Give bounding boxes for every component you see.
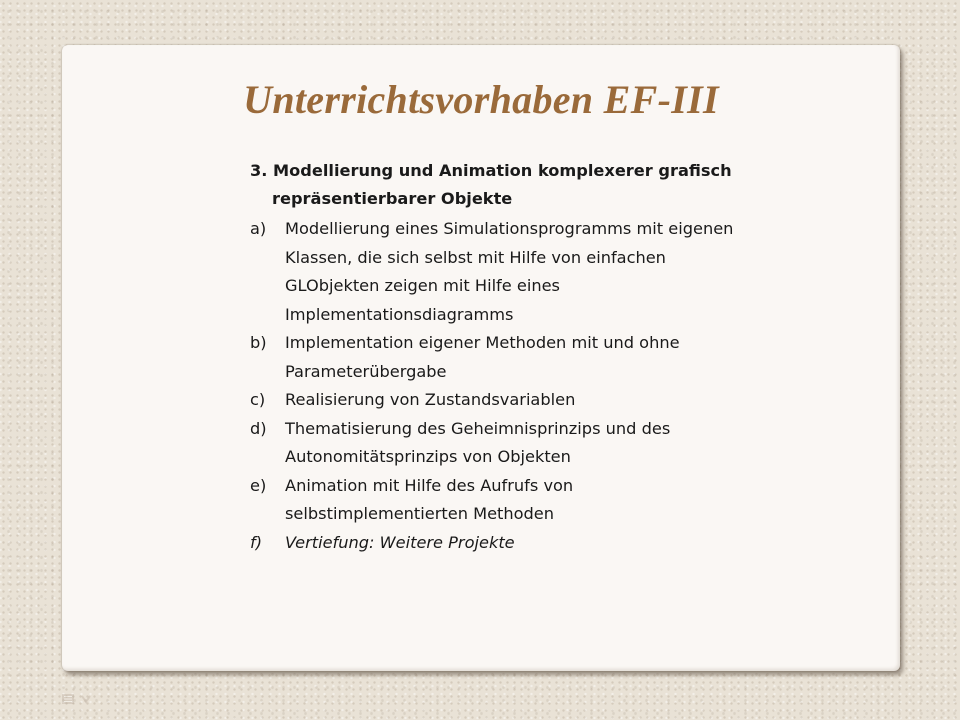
list-item-text: Implementation eigener Methoden mit und ohne Parameterübergabe	[285, 333, 680, 381]
list-item	[250, 386, 750, 415]
slide-panel	[62, 45, 900, 671]
list-item	[250, 415, 750, 472]
list-item-text: Thematisierung des Geheimnisprinzips und des Autonomitätsprinzips von Objekten	[285, 418, 671, 466]
list-item	[250, 472, 750, 529]
slide-title: Unterrichtsvorhaben EF-III	[243, 77, 719, 122]
list-item	[250, 215, 750, 329]
list-item-text: Vertiefung: Weitere Projekte	[285, 532, 515, 552]
list-item-text: Realisierung von Zustandsvariablen	[285, 390, 576, 409]
list-marker: e)	[250, 475, 267, 495]
slide-next-icon[interactable]	[80, 694, 92, 704]
list-marker: b)	[250, 333, 267, 352]
list-item-text: Animation mit Hilfe des Aufrufs von selbstimplementierten Methoden	[285, 475, 574, 523]
list-item-text: Modellierung eines Simulationsprogramms mit eigenen Klassen, die sich selbst mit Hilfe von einfachen GLObjekten zeigen mit Hilfe eines Implementationsdiagramms	[285, 219, 734, 324]
list-marker: c)	[250, 390, 266, 409]
list-marker: f)	[250, 532, 263, 552]
slide-menu-icon[interactable]	[62, 694, 74, 704]
slide-content	[250, 157, 750, 557]
list-item	[250, 529, 750, 558]
list-marker: a)	[250, 219, 267, 238]
section-heading: 3. Modellierung und Animation komplexerer grafisch repräsentierbarer Objekte	[250, 161, 732, 208]
list-marker: d)	[250, 418, 267, 438]
list-item	[250, 329, 750, 386]
topic-list	[250, 215, 750, 557]
slide-nav-controls	[62, 694, 92, 704]
